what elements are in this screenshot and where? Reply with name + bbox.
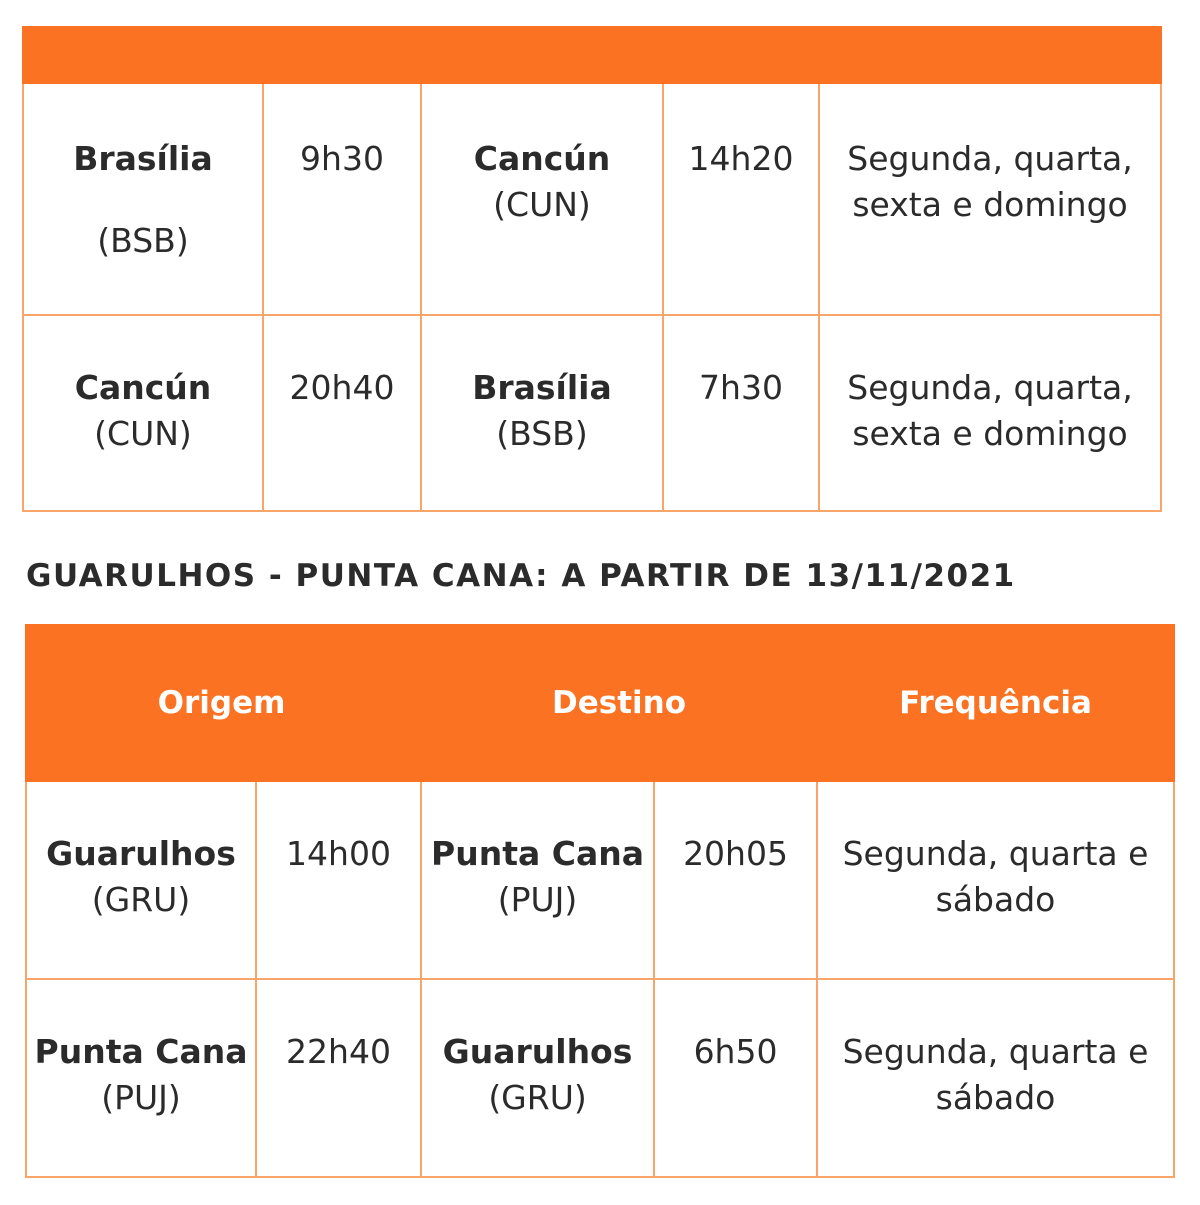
origin-cell <box>26 781 256 979</box>
origin-cell <box>23 315 263 511</box>
departure-time: 22h40 <box>256 979 421 1177</box>
origin-cell <box>26 979 256 1177</box>
destination-cell <box>421 979 654 1177</box>
destination-cell <box>421 315 663 511</box>
destination-city: Punta Cana <box>431 834 644 873</box>
frequency-cell <box>819 83 1161 315</box>
destination-code: (PUJ) <box>497 880 578 919</box>
destination-code: (GRU) <box>488 1078 587 1117</box>
arrival-time: 20h05 <box>654 781 817 979</box>
table-row <box>26 979 1174 1177</box>
frequency-cell <box>817 979 1174 1177</box>
frequency-line: Segunda, quarta, <box>847 368 1133 407</box>
frequency-line: Segunda, quarta e <box>842 834 1149 873</box>
arrival-time: 6h50 <box>654 979 817 1177</box>
departure-time: 9h30 <box>263 83 421 315</box>
origin-city: Punta Cana <box>34 1032 248 1071</box>
frequency-line: sábado <box>935 1078 1056 1117</box>
origin-code: (CUN) <box>94 414 192 453</box>
table-row <box>23 315 1161 511</box>
schedule-table-guarulhos-punta-cana <box>25 624 1175 1178</box>
origin-code: (BSB) <box>97 221 189 260</box>
frequency-line: sexta e domingo <box>852 414 1128 453</box>
destination-city: Guarulhos <box>442 1032 633 1071</box>
destination-cell <box>421 781 654 979</box>
arrival-time: 7h30 <box>663 315 819 511</box>
departure-time: 20h40 <box>263 315 421 511</box>
table-row <box>23 83 1161 315</box>
destination-city: Cancún <box>473 139 611 178</box>
table-header-bar <box>23 27 1161 83</box>
header-origin: Origem <box>26 625 421 781</box>
origin-city: Guarulhos <box>46 834 236 873</box>
destination-city: Brasília <box>472 368 612 407</box>
frequency-line: Segunda, quarta, <box>847 139 1133 178</box>
destination-cell <box>421 83 663 315</box>
frequency-cell <box>819 315 1161 511</box>
origin-city: Cancún <box>74 368 212 407</box>
origin-code: (GRU) <box>91 880 191 919</box>
arrival-time: 14h20 <box>663 83 819 315</box>
origin-code: (PUJ) <box>101 1078 181 1117</box>
frequency-line: sexta e domingo <box>852 185 1128 224</box>
header-frequency: Frequência <box>817 625 1174 781</box>
header-destination: Destino <box>421 625 817 781</box>
frequency-line: sábado <box>935 880 1056 919</box>
destination-code: (CUN) <box>493 185 591 224</box>
section-title: GUARULHOS - PUNTA CANA: A PARTIR DE 13/11/2021 <box>26 558 1016 594</box>
table-row <box>26 781 1174 979</box>
destination-code: (BSB) <box>496 414 588 453</box>
table-header-row <box>26 625 1174 781</box>
schedule-table-brasilia-cancun <box>22 26 1162 512</box>
departure-time: 14h00 <box>256 781 421 979</box>
frequency-cell <box>817 781 1174 979</box>
frequency-line: Segunda, quarta e <box>842 1032 1149 1071</box>
origin-cell <box>23 83 263 315</box>
origin-city: Brasília <box>73 139 213 178</box>
